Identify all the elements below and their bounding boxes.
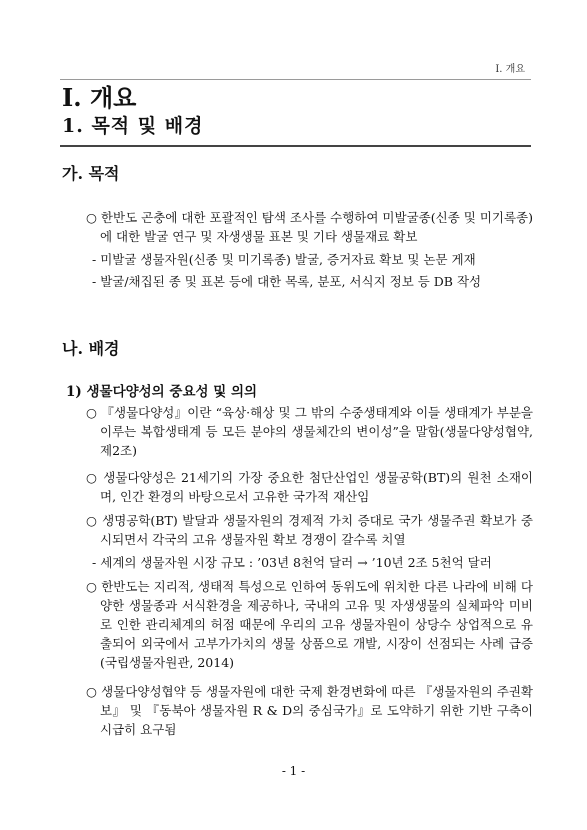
chapter-title: I. 개요 — [62, 83, 137, 112]
background-paragraph-4: ○ 한반도는 지리적, 생태적 특성으로 인하여 동위도에 위치한 다른 나라에 비해 다양한 생물종과 서식환경을 제공하나, 국내의 고유 및 자생생물의 실체파악 미비로 인한 관리체계의 허점 때문에 우리의 고유 생물자원이 상당수 상업적으로 유출되어 외국에서 고부가가치의 생물 상품으로 개발, 시장이 선점되는 사례 급증(국립생물자원관, 2014) — [86, 579, 533, 670]
background-paragraph-5: ○ 생물다양성협약 등 생물자원에 대한 국제 환경변화에 따른 『생물자원의 주권확보』 및 『동북아 생물자원 R & D의 중심국가』로 도약하기 위한 기반 구축이 시급히 요구됨 — [86, 684, 533, 737]
running-header: Ⅰ. 개요 — [495, 64, 525, 75]
background-subitem-1: - 세계의 생물자원 시장 규모 : ’03년 8천억 달러 → ’10년 2조 5천억 달러 — [92, 555, 492, 570]
purpose-subitem-2: - 발굴/채집된 종 및 표본 등에 대한 목록, 분포, 서식지 정보 등 DB 작성 — [92, 274, 482, 289]
page-number: - 1 - — [281, 764, 306, 778]
background-paragraph-1: ○ 『생물다양성』이란 “육상·해상 및 그 밖의 수중생태계와 이들 생태계가 부분을 이루는 복합생태계 등 모든 분야의 생물체간의 변이성”을 말함(생물다양성협약, 제2조) — [86, 405, 533, 458]
background-paragraph-2: ○ 생물다양성은 21세기의 가장 중요한 첨단산업인 생물공학(BT)의 원천 소재이며, 인간 환경의 바탕으로서 고유한 국가적 재산임 — [86, 470, 533, 504]
background-paragraph-3: ○ 생명공학(BT) 발달과 생물자원의 경제적 가치 증대로 국가 생물주권 확보가 중시되면서 각국의 고유 생물자원 확보 경쟁이 갈수록 치열 — [86, 513, 533, 547]
subsection-background-title: 나. 배경 — [62, 339, 120, 358]
section-title: 1. 목적 및 배경 — [62, 115, 204, 137]
purpose-subitem-1: - 미발굴 생물자원(신종 및 미기록종) 발굴, 증거자료 확보 및 논문 게재 — [92, 252, 476, 267]
item-title-biodiversity: 1) 생물다양성의 중요성 및 의의 — [66, 384, 258, 400]
header-rule — [60, 79, 531, 80]
purpose-paragraph-1: ○ 한반도 곤충에 대한 포괄적인 탐색 조사를 수행하여 미발굴종(신종 및 미기록종)에 대한 발굴 연구 및 자생생물 표본 및 기타 생물재료 확보 — [86, 210, 533, 244]
section-rule — [60, 145, 531, 147]
subsection-purpose-title: 가. 목적 — [62, 164, 120, 183]
